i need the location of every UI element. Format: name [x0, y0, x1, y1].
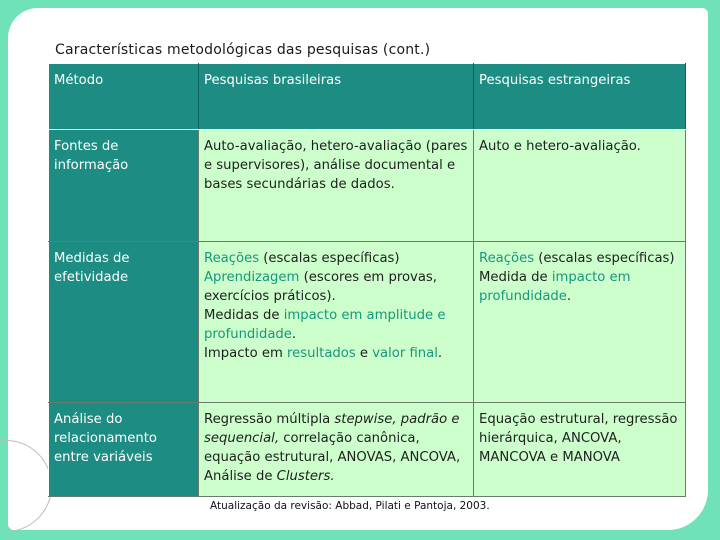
table-row — [49, 403, 686, 497]
foreign-cell — [474, 242, 686, 403]
text-fragment: . — [291, 327, 297, 342]
text-fragment: . — [437, 346, 443, 361]
text-fragment: (escalas específicas) — [534, 251, 675, 266]
text-fragment: Aprendizagem — [204, 270, 300, 285]
text-fragment: Reações — [204, 251, 260, 266]
text-fragment: impacto em amplitude e profundidade — [204, 308, 446, 342]
row-label: Análise do relacionamento entre variáveis — [49, 403, 199, 497]
table-row — [49, 130, 686, 242]
row-label: Fontes de informação — [49, 130, 199, 242]
text-fragment: stepwise, padrão e sequencial, — [204, 412, 460, 446]
slide-title: Características metodológicas das pesquisas (cont.) — [55, 42, 431, 58]
text-fragment: impacto em profundidade — [479, 270, 631, 304]
header-brazilian-research: Pesquisas brasileiras — [199, 64, 474, 130]
text-fragment: Reações — [479, 251, 535, 266]
table-header-row — [49, 64, 686, 130]
brazilian-cell — [199, 242, 474, 403]
text-fragment: Medida de — [479, 270, 552, 285]
text-fragment: Regressão múltipla — [204, 412, 335, 427]
foreign-cell: Auto e hetero-avaliação. — [474, 130, 686, 242]
text-fragment: correlação canônica, equação estrutural, ANOVAS, ANCOVA, Análise de — [204, 431, 461, 484]
text-fragment: (escalas específicas) — [259, 251, 400, 266]
text-fragment: valor final — [372, 346, 438, 361]
text-fragment: Clusters. — [276, 469, 335, 484]
table-row — [49, 242, 686, 403]
header-foreign-research: Pesquisas estrangeiras — [474, 64, 686, 130]
methods-table — [48, 63, 686, 497]
brazilian-cell: Auto-avaliação, hetero-avaliação (pares e supervisores), análise documental e bases secundárias de dados. — [199, 130, 474, 242]
source-note: Atualização da revisão: Abbad, Pilati e Pantoja, 2003. — [210, 500, 490, 512]
brazilian-cell — [199, 403, 474, 497]
text-fragment: . — [566, 289, 572, 304]
text-fragment: e — [355, 346, 373, 361]
row-label: Medidas de efetividade — [49, 242, 199, 403]
foreign-cell: Equação estrutural, regressão hierárquica, ANCOVA, MANCOVA e MANOVA — [474, 403, 686, 497]
text-fragment: resultados — [287, 346, 356, 361]
header-method: Método — [49, 64, 199, 130]
text-fragment: Medidas de — [204, 308, 284, 323]
text-fragment: (escores em provas, exercícios práticos). — [204, 270, 437, 304]
text-fragment: Impacto em — [204, 346, 288, 361]
